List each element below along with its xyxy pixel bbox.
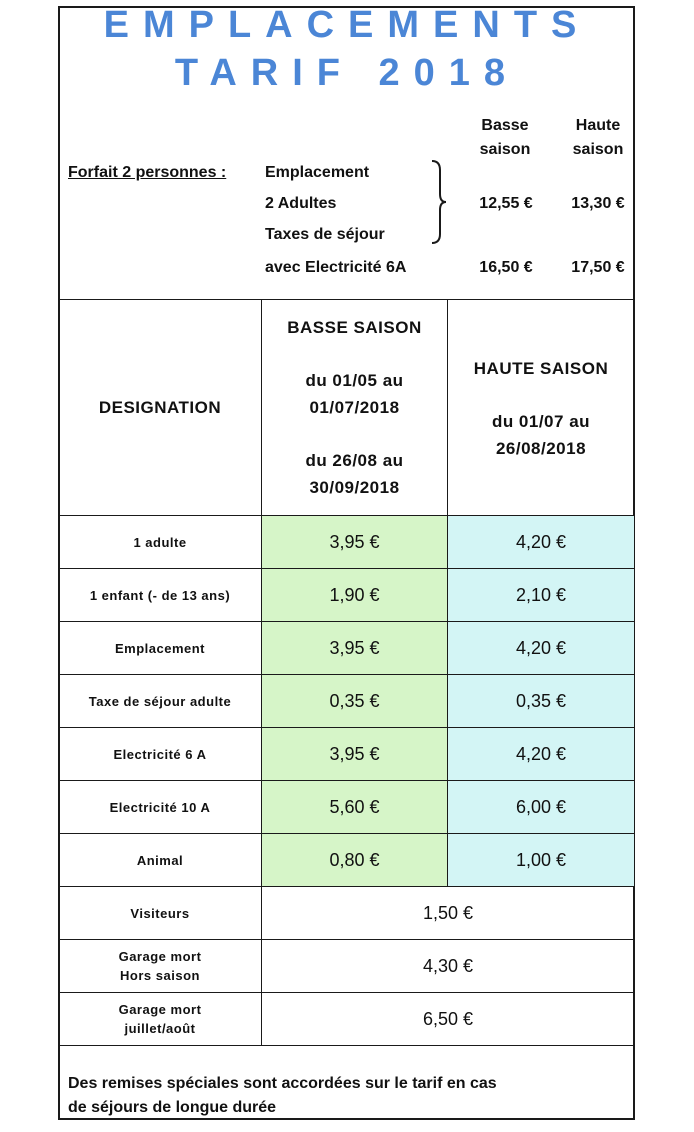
page-title-line1: EMPLACEMENTS	[103, 4, 591, 46]
row-price-flat: 6,50 €	[422, 1008, 474, 1029]
forfait-elec-high: 17,50 €	[571, 259, 625, 276]
forfait-item-emplacement: Emplacement	[265, 164, 370, 181]
forfait-item-adultes: 2 Adultes	[265, 195, 337, 212]
divider	[58, 939, 635, 940]
row-price-low: 5,60 €	[262, 781, 447, 833]
forfait-base-low: 12,55 €	[479, 195, 533, 212]
row-price-high: 2,10 €	[448, 569, 634, 621]
row-price-flat: 4,30 €	[422, 955, 474, 976]
row-designation: Taxe de séjour adulte	[88, 693, 232, 709]
forfait-electricity-label: avec Electricité 6A	[265, 259, 407, 276]
divider	[58, 727, 635, 728]
row-designation: Visiteurs	[130, 905, 190, 921]
row-designation: Electricité 6 A	[113, 746, 207, 762]
footer-note: Des remises spéciales sont accordées sur le tarif en cas de séjours de longue durée	[68, 1075, 497, 1116]
row-price-low: 0,35 €	[262, 675, 447, 727]
row-designation: Garage mort juillet/août	[118, 1002, 202, 1036]
divider	[58, 674, 635, 675]
row-designation: Electricité 10 A	[109, 799, 211, 815]
row-price-low: 1,90 €	[262, 569, 447, 621]
divider	[58, 992, 635, 993]
high-season-title: HAUTE SAISON	[473, 359, 609, 378]
divider	[58, 568, 635, 569]
row-price-high: 0,35 €	[448, 675, 634, 727]
low-season-header: BASSE SAISON du 01/05 au 01/07/2018 du 26/08 au 30/09/2018	[262, 300, 447, 515]
row-designation: 1 enfant (- de 13 ans)	[89, 587, 231, 603]
row-price-low: 0,80 €	[262, 834, 447, 886]
forfait-elec-low: 16,50 €	[479, 259, 533, 276]
divider	[58, 886, 635, 887]
row-designation: Emplacement	[114, 640, 206, 656]
row-designation: 1 adulte	[133, 534, 187, 550]
row-price-low: 3,95 €	[262, 622, 447, 674]
row-designation: Animal	[136, 852, 184, 868]
high-season-header: HAUTE SAISON du 01/07 au 26/08/2018	[448, 300, 634, 515]
divider	[58, 833, 635, 834]
low-season-title: BASSE SAISON	[287, 318, 422, 337]
row-price-flat: 1,50 €	[422, 902, 474, 923]
divider	[447, 300, 448, 886]
row-price-high: 4,20 €	[448, 516, 634, 568]
row-price-high: 1,00 €	[448, 834, 634, 886]
divider	[58, 621, 635, 622]
page-title-line2: TARIF 2018	[174, 52, 520, 94]
brace-icon	[431, 160, 447, 244]
row-price-high: 4,20 €	[448, 622, 634, 674]
forfait-low-header: Basse saison	[479, 117, 531, 158]
row-designation: Garage mort Hors saison	[118, 949, 202, 983]
divider	[261, 300, 262, 1045]
row-price-high: 4,20 €	[448, 728, 634, 780]
row-price-low: 3,95 €	[262, 728, 447, 780]
designation-header: DESIGNATION	[98, 398, 222, 417]
forfait-item-taxes: Taxes de séjour	[265, 226, 385, 243]
row-price-high: 6,00 €	[448, 781, 634, 833]
divider	[58, 515, 635, 516]
divider	[58, 1045, 635, 1046]
forfait-high-header: Haute saison	[572, 117, 624, 158]
forfait-base-high: 13,30 €	[571, 195, 625, 212]
divider	[58, 780, 635, 781]
forfait-label: Forfait 2 personnes :	[68, 164, 227, 181]
row-price-low: 3,95 €	[262, 516, 447, 568]
